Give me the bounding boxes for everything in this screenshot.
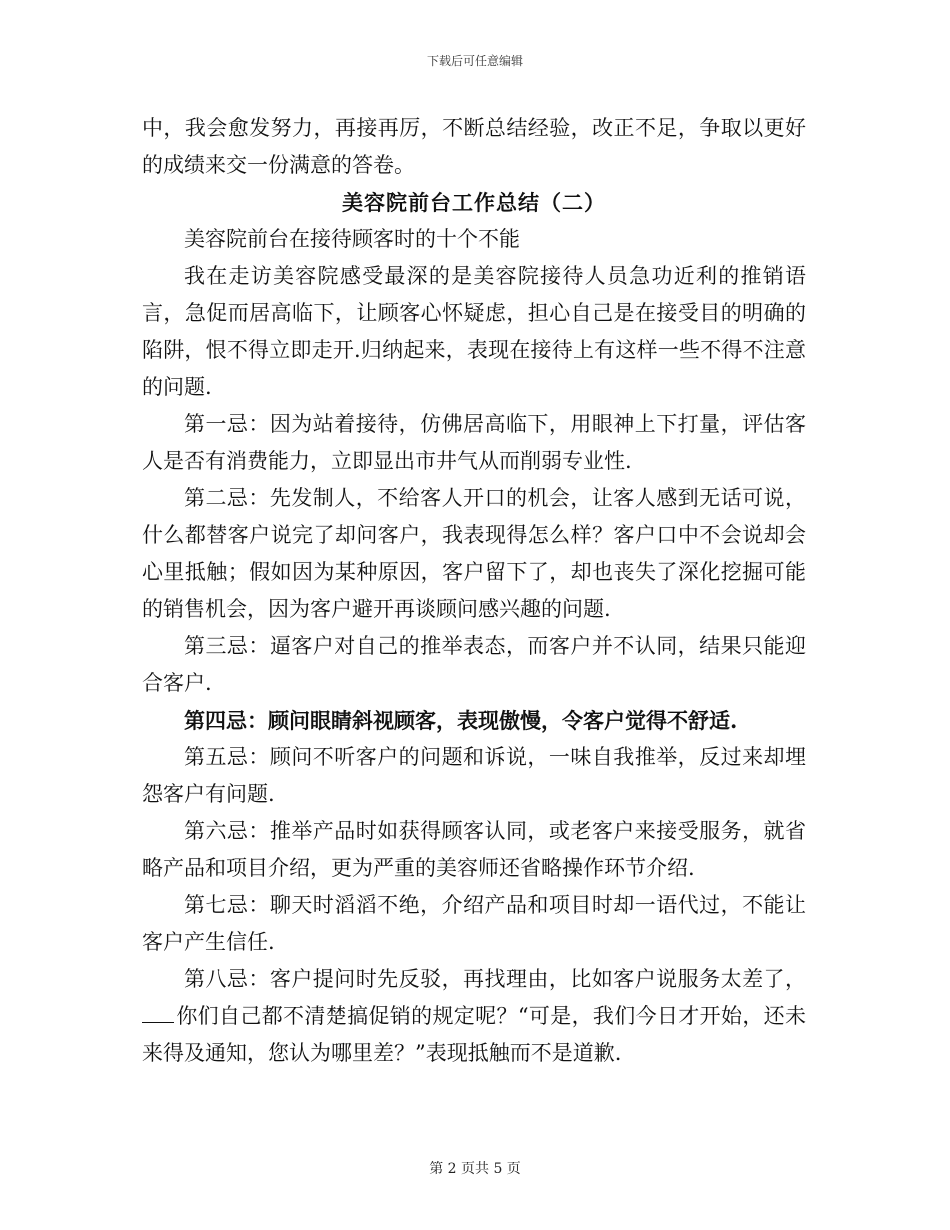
taboo-8-text-end: 你们自己都不清楚搞促销的规定呢？“可是，我们今日才开始，还未来得及通知，您认为哪里差？”表现抵触而不是道歉. [142,1004,806,1065]
paragraph-subtitle: 美容院前台在接待顾客时的十个不能 [184,227,520,251]
paragraph-taboo-1: 第一忌：因为站着接待，仿佛居高临下，用眼神上下打量，评估客人是否有消费能力，立即显出市井气从而削弱专业性. [142,412,806,473]
paragraph-taboo-3: 第三忌：逼客户对自己的推举表态，而客户并不认同，结果只能迎合客户. [142,634,806,695]
taboo-8-text-start: 第八忌：客户提问时先反驳，再找理由，比如客户说服务太差了， [184,967,806,991]
paragraph-taboo-5: 第五忌：顾问不听客户的问题和诉说，一味自我推举，反过来却埋怨客户有问题. [142,745,806,806]
document-body [142,110,806,1072]
fill-in-blank [142,1004,174,1023]
paragraph-taboo-2: 第二忌：先发制人，不给客人开口的机会，让客人感到无话可说，什么都替客户说完了却问客户，我表现得怎么样？客户口中不会说却会心里抵触；假如因为某种原因，客户留下了，却也丧失了深化挖掘可能的销售机会，因为客户避开再谈顾问感兴趣的问题. [142,486,806,621]
paragraph-intro: 我在走访美容院感受最深的是美容院接待人员急功近利的推销语言，急促而居高临下，让顾客心怀疑虑，担心自己是在接受目的明确的陷阱，恨不得立即走开.归纳起来，表现在接待上有这样一些不得不注意的问题. [142,264,806,399]
paragraph-taboo-7: 第七忌：聊天时滔滔不绝，介绍产品和项目时却一语代过，不能让客户产生信任. [142,893,806,954]
page-header: 下载后可任意编辑 [426,54,523,68]
paragraph-taboo-8 [142,961,806,1072]
paragraph-continuation: 中，我会愈发努力，再接再厉，不断总结经验，改正不足，争取以更好的成绩来交一份满意的答卷。 [142,116,806,177]
paragraph-taboo-6: 第六忌：推举产品时如获得顾客认同，或老客户来接受服务，就省略产品和项目介绍，更为严重的美容师还省略操作环节介绍. [142,819,806,880]
section-title: 美容院前台工作总结（二） [342,190,606,215]
page-number: 第 2 页共 5 页 [429,1161,521,1177]
paragraph-taboo-4: 第四忌：顾问眼睛斜视顾客，表现傲慢，令客户觉得不舒适. [184,708,738,733]
